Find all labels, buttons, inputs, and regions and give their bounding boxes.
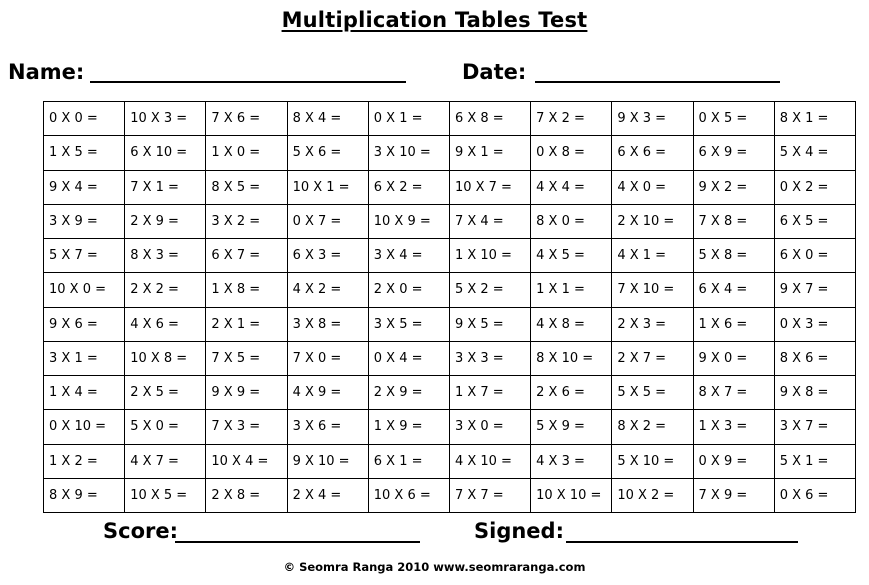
table-row (44, 376, 856, 410)
question-cell[interactable]: 5 X 8 = (693, 239, 774, 273)
question-cell[interactable]: 2 X 7 = (612, 341, 693, 375)
question-cell[interactable]: 10 X 10 = (531, 478, 612, 512)
question-cell[interactable]: 4 X 0 = (612, 170, 693, 204)
question-cell[interactable]: 5 X 5 = (612, 376, 693, 410)
question-cell[interactable]: 0 X 5 = (693, 102, 774, 136)
question-cell[interactable]: 8 X 0 = (531, 204, 612, 238)
question-cell[interactable]: 8 X 6 = (774, 341, 855, 375)
question-cell[interactable]: 4 X 4 = (531, 170, 612, 204)
question-cell[interactable]: 0 X 2 = (774, 170, 855, 204)
question-cell[interactable]: 7 X 3 = (206, 410, 287, 444)
question-cell[interactable]: 2 X 10 = (612, 204, 693, 238)
question-cell[interactable]: 7 X 0 = (287, 341, 368, 375)
question-cell[interactable]: 9 X 7 = (774, 273, 855, 307)
question-cell[interactable]: 5 X 9 = (531, 410, 612, 444)
question-cell[interactable]: 3 X 4 = (368, 239, 449, 273)
question-cell[interactable]: 10 X 6 = (368, 478, 449, 512)
question-cell[interactable]: 0 X 1 = (368, 102, 449, 136)
question-cell[interactable]: 2 X 2 = (125, 273, 206, 307)
question-cell[interactable]: 8 X 7 = (693, 376, 774, 410)
question-cell[interactable]: 1 X 2 = (44, 444, 125, 478)
question-cell[interactable]: 7 X 4 = (449, 204, 530, 238)
question-cell[interactable]: 2 X 8 = (206, 478, 287, 512)
question-cell[interactable]: 8 X 1 = (774, 102, 855, 136)
question-cell[interactable]: 3 X 0 = (449, 410, 530, 444)
question-cell[interactable]: 1 X 8 = (206, 273, 287, 307)
question-cell[interactable]: 1 X 5 = (44, 136, 125, 170)
question-cell[interactable]: 0 X 6 = (774, 478, 855, 512)
question-cell[interactable]: 10 X 4 = (206, 444, 287, 478)
question-cell[interactable]: 5 X 7 = (44, 239, 125, 273)
score-line[interactable] (175, 541, 420, 543)
table-row (44, 444, 856, 478)
question-cell[interactable]: 4 X 7 = (125, 444, 206, 478)
question-cell[interactable]: 2 X 1 = (206, 307, 287, 341)
question-cell[interactable]: 4 X 6 = (125, 307, 206, 341)
question-cell[interactable]: 5 X 2 = (449, 273, 530, 307)
table-row (44, 136, 856, 170)
question-cell[interactable]: 6 X 6 = (612, 136, 693, 170)
question-cell[interactable]: 4 X 10 = (449, 444, 530, 478)
question-cell[interactable]: 8 X 9 = (44, 478, 125, 512)
signed-line[interactable] (566, 541, 798, 543)
question-cell[interactable]: 2 X 0 = (368, 273, 449, 307)
question-cell[interactable]: 5 X 6 = (287, 136, 368, 170)
question-cell[interactable]: 7 X 10 = (612, 273, 693, 307)
score-label: Score: (103, 519, 178, 543)
question-cell[interactable]: 3 X 10 = (368, 136, 449, 170)
table-row (44, 170, 856, 204)
question-cell[interactable]: 10 X 3 = (125, 102, 206, 136)
question-cell[interactable]: 4 X 8 = (531, 307, 612, 341)
question-cell[interactable]: 4 X 3 = (531, 444, 612, 478)
question-cell[interactable]: 7 X 5 = (206, 341, 287, 375)
question-cell[interactable]: 0 X 0 = (44, 102, 125, 136)
date-line[interactable] (535, 81, 780, 83)
question-cell[interactable]: 2 X 9 = (125, 204, 206, 238)
question-cell[interactable]: 9 X 3 = (612, 102, 693, 136)
question-cell[interactable]: 10 X 0 = (44, 273, 125, 307)
table-row (44, 102, 856, 136)
question-cell[interactable]: 6 X 1 = (368, 444, 449, 478)
question-cell[interactable]: 5 X 10 = (612, 444, 693, 478)
question-cell[interactable]: 9 X 8 = (774, 376, 855, 410)
question-cell[interactable]: 0 X 10 = (44, 410, 125, 444)
question-cell[interactable]: 6 X 10 = (125, 136, 206, 170)
question-cell[interactable]: 9 X 2 = (693, 170, 774, 204)
question-cell[interactable]: 8 X 5 = (206, 170, 287, 204)
table-row (44, 239, 856, 273)
question-cell[interactable]: 2 X 3 = (612, 307, 693, 341)
question-cell[interactable]: 1 X 4 = (44, 376, 125, 410)
copyright-footer: © Seomra Ranga 2010 www.seomraranga.com (283, 560, 586, 574)
name-label: Name: (8, 60, 85, 84)
question-cell[interactable]: 6 X 9 = (693, 136, 774, 170)
question-cell[interactable]: 7 X 2 = (531, 102, 612, 136)
question-cell[interactable]: 6 X 7 = (206, 239, 287, 273)
question-cell[interactable]: 3 X 9 = (44, 204, 125, 238)
question-cell[interactable]: 9 X 10 = (287, 444, 368, 478)
question-cell[interactable]: 6 X 8 = (449, 102, 530, 136)
question-cell[interactable]: 3 X 1 = (44, 341, 125, 375)
question-cell[interactable]: 6 X 0 = (774, 239, 855, 273)
question-cell[interactable]: 6 X 2 = (368, 170, 449, 204)
question-cell[interactable]: 2 X 4 = (287, 478, 368, 512)
question-cell[interactable]: 10 X 7 = (449, 170, 530, 204)
question-cell[interactable]: 4 X 9 = (287, 376, 368, 410)
table-row (44, 204, 856, 238)
question-cell[interactable]: 9 X 0 = (693, 341, 774, 375)
question-cell[interactable]: 2 X 5 = (125, 376, 206, 410)
question-cell[interactable]: 8 X 3 = (125, 239, 206, 273)
question-cell[interactable]: 3 X 5 = (368, 307, 449, 341)
question-cell[interactable]: 3 X 3 = (449, 341, 530, 375)
question-cell[interactable]: 9 X 9 = (206, 376, 287, 410)
question-cell[interactable]: 1 X 1 = (531, 273, 612, 307)
multiplication-grid (43, 101, 856, 513)
question-cell[interactable]: 8 X 2 = (612, 410, 693, 444)
question-cell[interactable]: 1 X 9 = (368, 410, 449, 444)
question-cell[interactable]: 1 X 10 = (449, 239, 530, 273)
question-cell[interactable]: 3 X 8 = (287, 307, 368, 341)
question-cell[interactable]: 2 X 6 = (531, 376, 612, 410)
question-cell[interactable]: 5 X 0 = (125, 410, 206, 444)
question-cell[interactable]: 1 X 6 = (693, 307, 774, 341)
question-cell[interactable]: 0 X 3 = (774, 307, 855, 341)
question-cell[interactable]: 5 X 1 = (774, 444, 855, 478)
question-cell[interactable]: 10 X 9 = (368, 204, 449, 238)
table-row (44, 410, 856, 444)
question-cell[interactable]: 4 X 1 = (612, 239, 693, 273)
question-cell[interactable]: 0 X 8 = (531, 136, 612, 170)
table-row (44, 341, 856, 375)
question-cell[interactable]: 10 X 1 = (287, 170, 368, 204)
question-cell[interactable]: 0 X 4 = (368, 341, 449, 375)
page-title: Multiplication Tables Test (281, 8, 588, 32)
question-cell[interactable]: 6 X 4 = (693, 273, 774, 307)
signed-label: Signed: (474, 519, 564, 543)
question-cell[interactable]: 9 X 6 = (44, 307, 125, 341)
question-cell[interactable]: 7 X 6 = (206, 102, 287, 136)
question-cell[interactable]: 10 X 5 = (125, 478, 206, 512)
question-cell[interactable]: 7 X 1 = (125, 170, 206, 204)
question-cell[interactable]: 8 X 4 = (287, 102, 368, 136)
question-cell[interactable]: 4 X 5 = (531, 239, 612, 273)
question-cell[interactable]: 4 X 2 = (287, 273, 368, 307)
question-cell[interactable]: 5 X 4 = (774, 136, 855, 170)
question-cell[interactable]: 10 X 2 = (612, 478, 693, 512)
table-row (44, 273, 856, 307)
question-cell[interactable]: 9 X 4 = (44, 170, 125, 204)
question-cell[interactable]: 0 X 9 = (693, 444, 774, 478)
question-cell[interactable]: 10 X 8 = (125, 341, 206, 375)
table-row (44, 478, 856, 512)
question-cell[interactable]: 1 X 7 = (449, 376, 530, 410)
question-cell[interactable]: 0 X 7 = (287, 204, 368, 238)
question-cell[interactable]: 1 X 0 = (206, 136, 287, 170)
question-cell[interactable]: 6 X 5 = (774, 204, 855, 238)
question-cell[interactable]: 9 X 5 = (449, 307, 530, 341)
question-cell[interactable]: 3 X 2 = (206, 204, 287, 238)
question-cell[interactable]: 7 X 8 = (693, 204, 774, 238)
question-cell[interactable]: 1 X 3 = (693, 410, 774, 444)
question-cell[interactable]: 8 X 10 = (531, 341, 612, 375)
question-cell[interactable]: 3 X 7 = (774, 410, 855, 444)
table-row (44, 307, 856, 341)
question-cell[interactable]: 9 X 1 = (449, 136, 530, 170)
question-cell[interactable]: 3 X 6 = (287, 410, 368, 444)
question-cell[interactable]: 7 X 7 = (449, 478, 530, 512)
question-cell[interactable]: 7 X 9 = (693, 478, 774, 512)
date-label: Date: (462, 60, 527, 84)
question-cell[interactable]: 2 X 9 = (368, 376, 449, 410)
question-cell[interactable]: 6 X 3 = (287, 239, 368, 273)
name-line[interactable] (90, 81, 406, 83)
